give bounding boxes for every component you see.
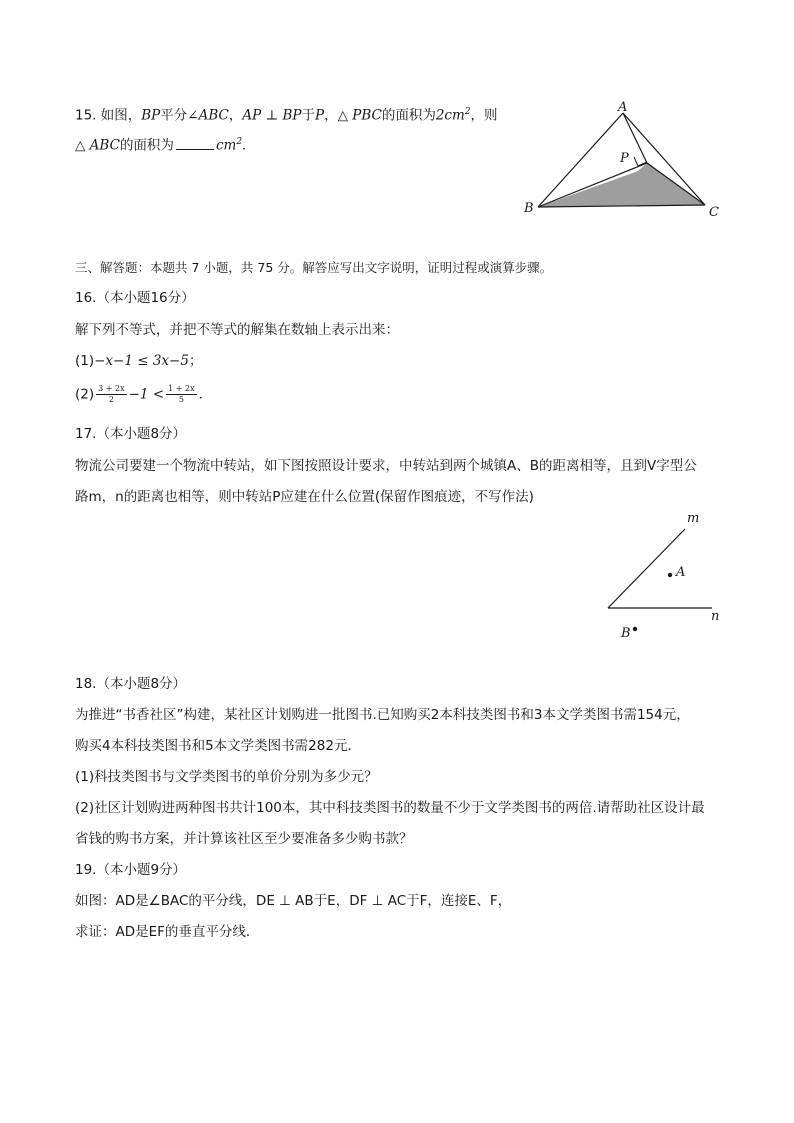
q18-part2-line2: 省钱的购书方案，并计算该社区至少要准备多少购书款？	[75, 831, 413, 847]
figure-v-road	[595, 505, 730, 645]
q16-part1-label: (1)	[75, 353, 95, 369]
q15-answer-blank[interactable]	[176, 137, 214, 150]
q18-part1: (1)科技类图书与文学类图书的单价分别为多少元？	[75, 769, 378, 785]
label-m: m	[687, 511, 700, 526]
fraction-1-numerator: 3 + 2x	[98, 384, 125, 393]
q16-part1	[75, 351, 202, 371]
q15-comma2: ，	[324, 107, 338, 124]
q19-line2: 求证：AD是EF的垂直平分线．	[75, 924, 260, 940]
q15-unit: cm	[444, 107, 465, 124]
road-m	[608, 529, 685, 608]
q16-part2-label: (2)	[75, 386, 95, 403]
q18-line1: 为推进“书香社区”构建，某社区计划购进一批图书.已知购买2本科技类图书和3本文学类图书需154元，	[75, 707, 690, 723]
fraction-1-denominator: 2	[108, 395, 114, 404]
q16-header: 16.（本小题16分）	[75, 290, 195, 306]
point-b	[633, 627, 637, 631]
fraction-2-numerator: 1 + 2x	[168, 384, 195, 393]
q15-tri-pbc: △ PBC	[337, 107, 382, 124]
q17-header: 17.（本小题8分）	[75, 426, 187, 442]
q19-header: 19.（本小题9分）	[75, 862, 187, 878]
q15-unit-exp: 2	[464, 107, 471, 117]
q16-fraction-1	[96, 384, 126, 405]
q17-line2: 路m，n的距离也相等，则中转站P应建在什么位置(保留作图痕迹，不写作法)	[75, 489, 534, 505]
q15-line2-unit: cm	[215, 137, 237, 154]
q15-bp: BP	[141, 107, 161, 124]
q16-part1-end: ；	[188, 353, 203, 369]
q15-area-text: 的面积为	[381, 107, 436, 124]
q15-angle-abc: ∠ABC	[187, 107, 229, 124]
q15-yu: 于	[301, 107, 315, 124]
q18-line2: 购买4本科技类图书和5本文学类图书需282元．	[75, 738, 361, 754]
q15-comma: ，	[228, 107, 243, 124]
q18-header: 18.（本小题8分）	[75, 676, 187, 692]
fraction-2-denominator: 5	[178, 395, 184, 404]
label-n: n	[711, 609, 720, 624]
q15-line2-end: ．	[242, 137, 256, 154]
label-b: B	[524, 201, 534, 216]
q16-part2-end: ．	[198, 386, 213, 403]
q19-line1: 如图：AD是∠BAC的平分线，DE ⊥ AB于E，DF ⊥ AC于F，连接E、F，	[75, 893, 512, 909]
q15-line2	[75, 132, 256, 156]
section-3-header: 三、解答题：本题共 7 小题，共 75 分。解答应写出文字说明，证明过程或演算步骤。	[75, 260, 553, 275]
q15-line2-text: 的面积为	[119, 137, 174, 154]
label-point-a: A	[676, 565, 686, 580]
q15-tri-abc: △ ABC	[75, 137, 120, 154]
q16-prompt: 解下列不等式，并把不等式的解集在数轴上表示出来：	[75, 322, 399, 338]
figure-triangle-abc	[510, 100, 740, 225]
q15-bisect-text: 平分	[160, 107, 188, 124]
q15-line1	[75, 102, 498, 126]
q15-prefix: 15. 如图，	[75, 107, 142, 124]
label-p: P	[620, 151, 629, 166]
q16-fraction-2	[166, 384, 196, 405]
q15-ap-perp-bp: AP ⊥ BP	[242, 107, 302, 124]
q16-part1-expr: −x−1 ≤ 3x−5	[94, 353, 189, 369]
q18-part2-line1: (2)社区计划购进两种图书共计100本，其中科技类图书的数量不少于文学类图书的两倍.请帮助社区设计最	[75, 800, 705, 816]
q17-line1: 物流公司要建一个物流中转站，如下图按照设计要求，中转站到两个城镇A、B的距离相等，且到V字型公	[75, 458, 697, 474]
shaded-triangle-pbc	[538, 163, 705, 207]
q16-part2-mid: −1 <	[128, 386, 165, 403]
q15-p: P	[314, 107, 325, 124]
q15-ze: ，则	[470, 107, 498, 124]
label-a: A	[618, 100, 628, 115]
q15-line2-exp: 2	[236, 137, 243, 147]
label-point-b: B	[621, 626, 631, 641]
q16-part2	[75, 384, 212, 405]
point-a	[668, 573, 672, 577]
label-c: C	[709, 205, 719, 220]
q15-area-value: 2	[435, 107, 445, 124]
